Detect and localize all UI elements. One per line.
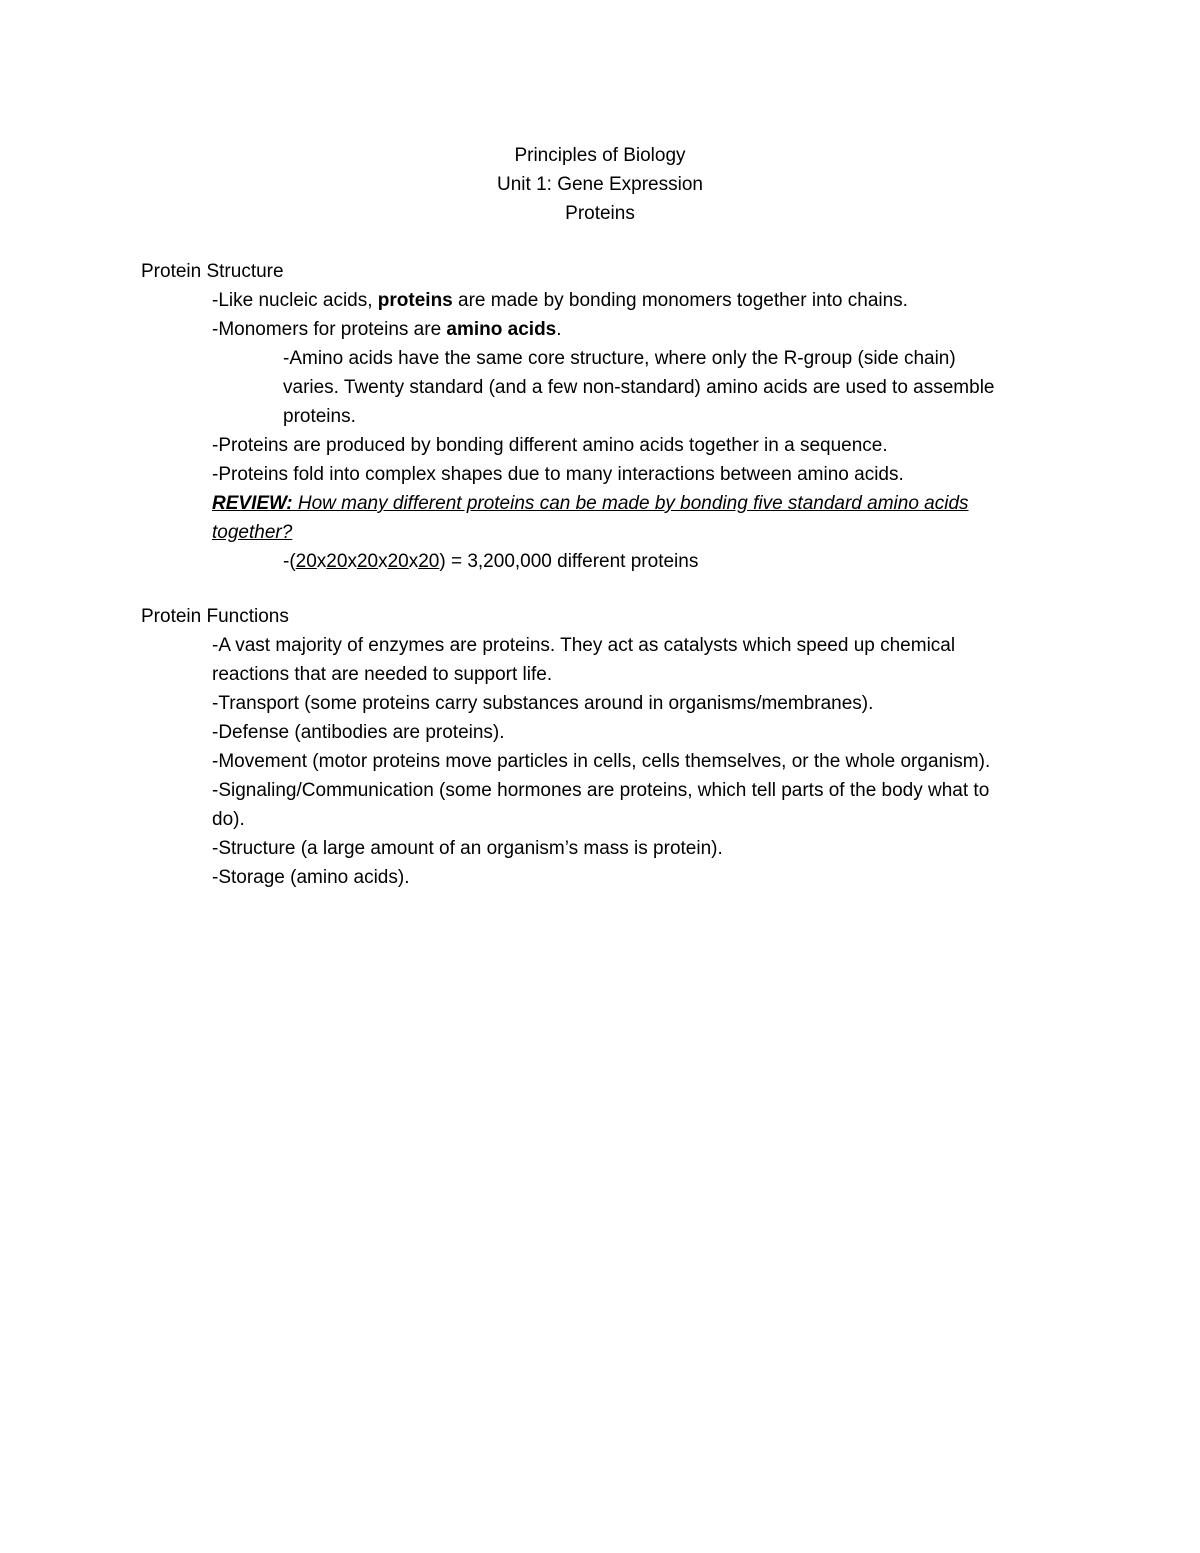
answer-factor: 20 [418,551,440,572]
structure-point-1 [141,286,1061,315]
bold-term-proteins: proteins [377,290,453,311]
function-item: -Defense (antibodies are proteins). [212,722,505,743]
times-sign: x [378,551,388,572]
course-title: Principles of Biology [514,145,686,166]
bold-term-amino-acids: amino acids [446,319,557,340]
review-question-text: How many different proteins can be made by bonding five standard amino acids together? [212,493,969,543]
function-item: -Structure (a large amount of an organism’s mass is protein). [212,838,723,859]
structure-subpoint: -Amino acids have the same core structure, where only the R-group (side chain) varies. Twenty standard (and a few non-standard) amino acids are used to assemble proteins. [283,348,995,427]
answer-factor: 20 [326,551,348,572]
topic-title: Proteins [565,203,635,224]
text-run: -Monomers for proteins are [212,319,447,340]
times-sign: x [347,551,357,572]
function-item: -A vast majority of enzymes are proteins. They act as catalysts which speed up chemical reactions that are needed to support life. [212,635,956,685]
structure-point-3: -Proteins are produced by bonding different amino acids together in a sequence. [212,435,888,456]
text-run: -Like nucleic acids, [212,290,378,311]
answer-factor: 20 [387,551,409,572]
function-item: -Signaling/Communication (some hormones are proteins, which tell parts of the body what to do). [212,780,990,830]
structure-point-2 [141,315,1061,344]
review-question [141,489,1061,547]
protein-functions-section [141,602,1061,892]
answer-factor: 20 [356,551,379,572]
answer-factor: 20 [295,551,317,572]
function-item: -Movement (motor proteins move particles in cells, cells themselves, or the whole organism). [212,751,991,772]
times-sign: x [408,551,419,572]
text-run: ) = 3,200,000 different proteins [439,551,699,572]
text-run: are made by bonding monomers together into chains. [452,290,908,311]
function-item: -Storage (amino acids). [212,867,410,888]
structure-point-4: -Proteins fold into complex shapes due to many interactions between amino acids. [212,464,904,485]
times-sign: x [316,551,327,572]
section-heading-structure: Protein Structure [141,261,284,282]
unit-title: Unit 1: Gene Expression [497,174,703,195]
protein-structure-section [141,257,1061,576]
text-run: . [556,319,562,340]
title-block [0,141,1200,228]
review-answer [141,547,1061,576]
function-item: -Transport (some proteins carry substances around in organisms/membranes). [212,693,874,714]
text-run: -( [283,551,296,572]
review-label: REVIEW: [212,493,293,514]
section-heading-functions: Protein Functions [141,606,289,627]
